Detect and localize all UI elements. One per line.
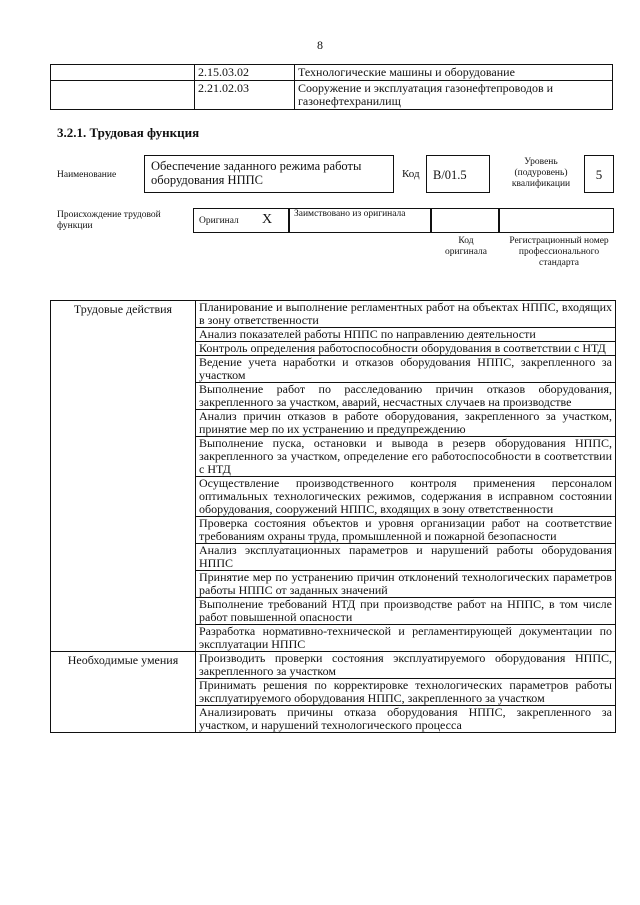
table-row: [51, 652, 616, 679]
item-cell: Разработка нормативно-технической и регламентирующей документации по эксплуатации НППС: [196, 625, 616, 652]
origin-label: Происхождение трудовой функции: [57, 210, 161, 231]
code-label: Код: [402, 168, 420, 180]
original-code-cell: [431, 208, 499, 233]
original-label: Оригинал: [199, 216, 239, 226]
item-cell: Ведение учета наработки и отказов оборудования НППС, закрепленного за участком: [196, 356, 616, 383]
page-number: 8: [317, 38, 323, 52]
item-cell: Осуществление производственного контроля применения персоналом оптимальных технологических режимов, содержания в исправном состоянии оборудования, сооружений НППС, входящих в зону ответственности: [196, 477, 616, 517]
item-cell: Проверка состояния объектов и уровня организации работ на соответствие требованиям охраны труда, промышленной и пожарной безопасности: [196, 517, 616, 544]
category-cell: Трудовые действия: [51, 301, 196, 652]
item-cell: Принятие мер по устранению причин отклонений технологических параметров работы НППС от заданных значений: [196, 571, 616, 598]
level-label: Уровень (подуровень) квалификации: [511, 157, 571, 189]
item-cell: Анализировать причины отказа оборудования НППС, закрепленного за участком, и нарушений технологического процесса: [196, 706, 616, 733]
table-row: [51, 301, 616, 328]
item-cell: Принимать решения по корректировке технологических параметров работы эксплуатируемого оборудования НППС, закрепленного за участком: [196, 679, 616, 706]
table-row: [51, 65, 613, 81]
empty-cell: [51, 81, 195, 110]
item-cell: Выполнение требований НТД при производстве работ на НППС, в том числе работ повышенной опасности: [196, 598, 616, 625]
item-cell: Контроль определения работоспособности оборудования в соответствии с НТД: [196, 342, 616, 356]
code-cell: 2.15.03.02: [195, 65, 295, 81]
table-row: [51, 81, 613, 110]
education-codes-table: [50, 64, 613, 110]
category-cell: Необходимые умения: [51, 652, 196, 733]
item-cell: Выполнение пуска, остановки и вывода в резерв оборудования НППС, закрепленного за участком, определение его работоспособности в соответствии с НТД: [196, 437, 616, 477]
code-name-cell: Технологические машины и оборудование: [295, 65, 613, 81]
function-name-box: [144, 155, 394, 193]
item-cell: Анализ показателей работы НППС по направлению деятельности: [196, 328, 616, 342]
labor-function-table: [50, 300, 616, 733]
reg-number-caption: Регистрационный номер профессионального стандарта: [509, 236, 609, 268]
name-label: Наименование: [57, 170, 117, 180]
item-cell: Выполнение работ по расследованию причин отказов оборудования, закрепленного за участком, аварий, несчастных случаев на производстве: [196, 383, 616, 410]
item-cell: Производить проверки состояния эксплуатируемого оборудования НППС, закрепленного за участком: [196, 652, 616, 679]
original-mark: X: [262, 212, 273, 227]
reg-number-cell: [499, 208, 614, 233]
empty-cell: [51, 65, 195, 81]
borrowed-label: Заимствовано из оригинала: [294, 209, 406, 219]
code-original-caption: Код оригинала: [445, 236, 487, 257]
item-cell: Анализ эксплуатационных параметров и нарушений работы оборудования НППС: [196, 544, 616, 571]
code-name-cell: Сооружение и эксплуатация газонефтепроводов и газонефтехранилищ: [295, 81, 613, 110]
section-heading: 3.2.1. Трудовая функция: [57, 125, 200, 140]
code-cell: 2.21.02.03: [195, 81, 295, 110]
function-code-value: В/01.5: [433, 168, 467, 182]
level-value: 5: [595, 167, 603, 182]
function-code-box: [426, 155, 490, 193]
item-cell: Анализ причин отказов в работе оборудования, закрепленного за участком, принятие мер по их устранению и предупреждению: [196, 410, 616, 437]
function-name-value: Обеспечение заданного режима работы оборудования НППС: [151, 159, 362, 187]
level-box: [584, 155, 614, 193]
item-cell: Планирование и выполнение регламентных работ на объектах НППС, входящих в зону ответственности: [196, 301, 616, 328]
